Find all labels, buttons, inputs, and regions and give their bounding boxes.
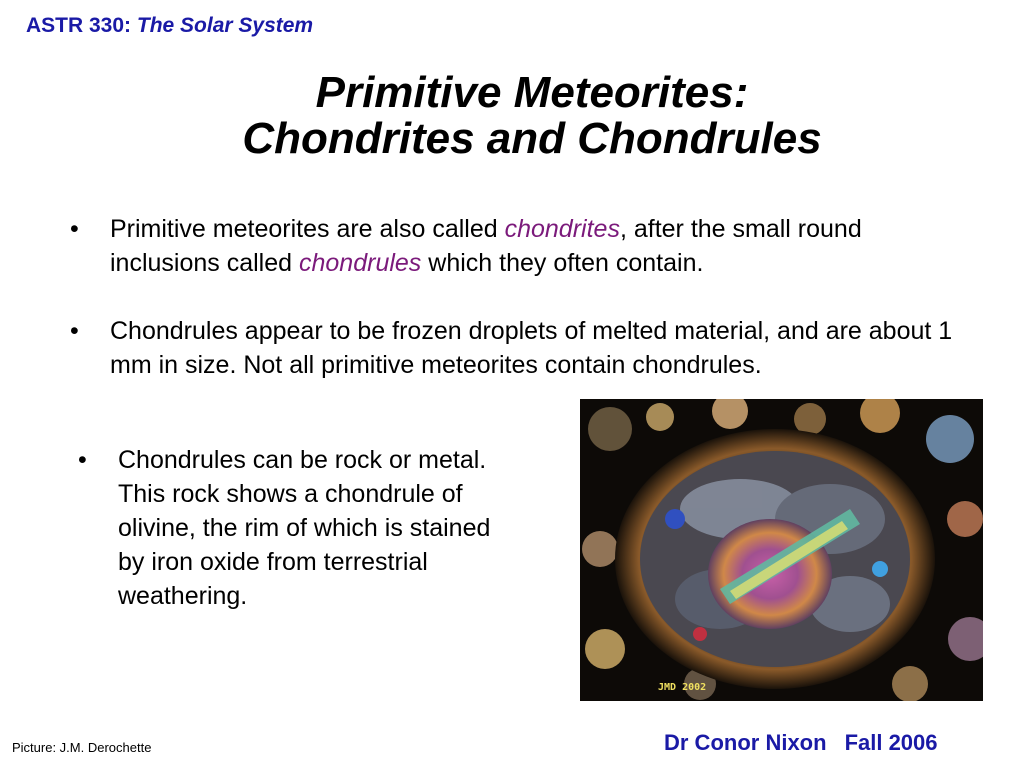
term-chondrules: chondrules (299, 249, 422, 277)
title-line-1: Primitive Meteorites: (315, 68, 749, 117)
bullet-text-before: Primitive meteorites are also called (110, 215, 505, 243)
bullet-glyph: • (70, 317, 79, 345)
slide-footer (664, 730, 938, 756)
side-bullet-text: Chondrules can be rock or metal. This rock shows a chondrule of olivine, the rim of which is stained by iron oxide from terrestrial weathering. (118, 446, 491, 610)
course-name: The Solar System (136, 14, 314, 37)
slide-title (0, 70, 1024, 162)
chondrule-micrograph-image (580, 399, 983, 701)
picture-credit: Picture: J.M. Derochette (12, 740, 152, 755)
side-bullet-item (76, 443, 506, 613)
bullet-glyph: • (78, 446, 87, 474)
footer-date: Fall 2006 (844, 730, 938, 755)
course-code: ASTR 330: (26, 14, 132, 37)
term-chondrites: chondrites (504, 215, 620, 243)
chondrule-photo (580, 399, 983, 701)
photo-watermark-label: JMD 2002 (658, 682, 707, 693)
title-line-2: Chondrites and Chondrules (242, 114, 822, 163)
bullet-text-middle: , after the small round inclusions called (110, 215, 862, 277)
bullet-text-after: which they often contain. (421, 249, 704, 277)
bullet-list (68, 212, 978, 416)
bullet-text: Chondrules appear to be frozen droplets of melted material, and are about 1 mm in size. Not all primitive meteorites contain chondrules. (110, 317, 953, 379)
course-header (26, 14, 313, 38)
bullet-glyph: • (70, 215, 79, 243)
bullet-item (68, 314, 978, 382)
bullet-item (68, 212, 978, 280)
footer-author: Dr Conor Nixon (664, 730, 827, 755)
